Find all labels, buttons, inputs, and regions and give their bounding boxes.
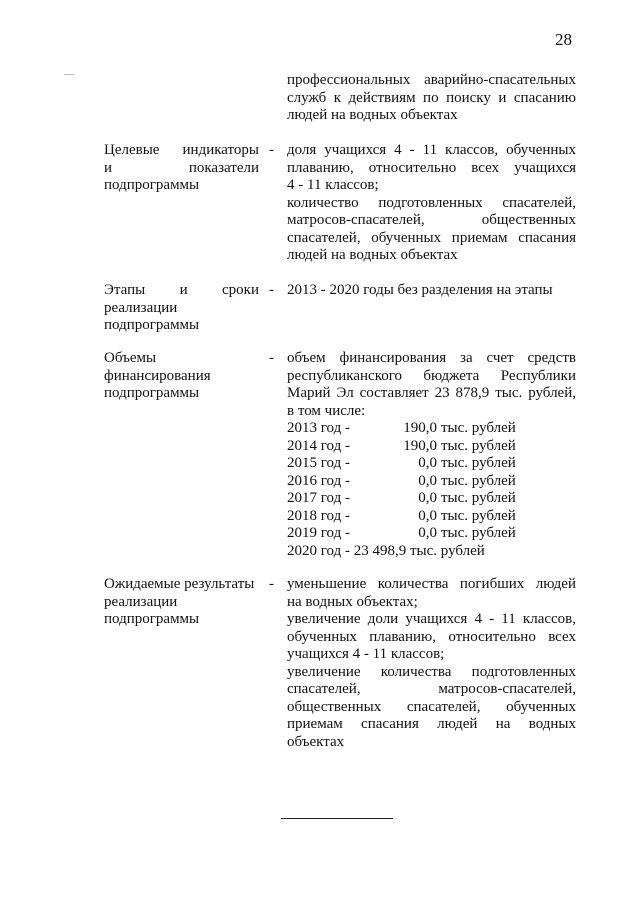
margin-mark — [64, 74, 74, 75]
label-line: финансирования — [104, 367, 211, 384]
label-line: подпрограммы — [104, 385, 200, 401]
section-value — [287, 576, 576, 751]
label-line: Целевые индикаторы — [104, 142, 259, 158]
year-unit: тыс. рублей — [441, 420, 516, 436]
year-amount: 0,0 — [418, 490, 437, 506]
year-label: 2017 год - — [287, 490, 350, 506]
section-dash: - — [269, 576, 274, 592]
year-label: 2019 год - — [287, 525, 350, 541]
label-line: подпрограммы — [104, 611, 200, 627]
text-line: спасателей, обученных приемам спасания — [287, 229, 576, 246]
label-line: подпрограммы — [104, 177, 200, 193]
text-line: на водных объектах; — [287, 593, 418, 610]
text-line: профессиональных аварийно-спасательных — [287, 72, 576, 88]
year-row — [287, 490, 576, 508]
label-line: Объемы — [104, 350, 157, 366]
label-line: Этапы и сроки — [104, 282, 259, 298]
section-value — [287, 142, 576, 265]
section-dash: - — [269, 142, 274, 158]
text-line: объектах — [287, 733, 345, 750]
year-row — [287, 473, 576, 491]
text-line: служб к действиям по поиску и спасанию — [287, 89, 576, 106]
section-label — [104, 576, 259, 629]
text-line: людей на водных объектах — [287, 107, 458, 123]
year-amount: 0,0 — [418, 455, 437, 471]
text-line: объем финансирования за счет средств — [287, 350, 576, 366]
year-row — [287, 525, 576, 543]
year-amount: 190,0 — [403, 420, 437, 436]
text-line: увеличение доли учащихся 4 - 11 классов, — [287, 611, 576, 627]
year-amount: 190,0 — [403, 437, 437, 454]
text-line: приемам спасания людей на водных — [287, 716, 576, 732]
text-line: общественных спасателей, обученных — [287, 698, 576, 715]
text-line: 2020 год - 23 498,9 тыс. рублей — [287, 542, 485, 559]
year-amount: 0,0 — [418, 507, 437, 524]
text-line: учащихся 4 - 11 классов; — [287, 646, 445, 662]
year-row — [287, 438, 576, 456]
text-line: людей на водных объектах — [287, 247, 458, 263]
text-line: количество подготовленных спасателей, — [287, 194, 576, 211]
year-label: 2013 год - — [287, 420, 350, 436]
text-line: матросов-спасателей, общественных — [287, 212, 576, 228]
year-unit: тыс. рублей — [441, 437, 516, 454]
section-value — [287, 350, 576, 560]
year-unit: тыс. рублей — [441, 472, 516, 489]
year-row — [287, 420, 576, 438]
label-line: и показатели — [104, 159, 259, 176]
text-line: 4 - 11 классов; — [287, 177, 379, 193]
section-label — [104, 282, 259, 335]
text-line: увеличение количества подготовленных — [287, 663, 576, 680]
year-amount: 0,0 — [418, 472, 437, 489]
year-unit: тыс. рублей — [441, 455, 516, 471]
year-row — [287, 455, 576, 473]
year-row — [287, 508, 576, 526]
text-line: спасателей, матросов-спасателей, — [287, 681, 576, 697]
text-line: в том числе: — [287, 402, 366, 419]
footer-rule — [281, 818, 393, 819]
text-line: уменьшение количества погибших людей — [287, 576, 576, 592]
year-unit: тыс. рублей — [441, 525, 516, 541]
year-label: 2014 год - — [287, 437, 350, 454]
year-label: 2016 год - — [287, 472, 350, 489]
text-line: плаванию, относительно всех учащихся — [287, 159, 576, 176]
label-line: реализации — [104, 299, 178, 316]
label-line: подпрограммы — [104, 317, 200, 333]
label-line: Ожидаемые результаты — [104, 576, 255, 592]
page-number: 28 — [555, 30, 572, 49]
year-unit: тыс. рублей — [441, 507, 516, 524]
text-line: обученных плаванию, относительно всех — [287, 628, 576, 645]
text-line: Марий Эл составляет 23 878,9 тыс. рублей, — [287, 385, 576, 401]
year-label: 2018 год - — [287, 507, 350, 524]
section-dash: - — [269, 350, 274, 366]
section-dash: - — [269, 282, 274, 298]
year-breakdown — [287, 420, 576, 543]
section-value — [287, 282, 576, 300]
text-line: доля учащихся 4 - 11 классов, обученных — [287, 142, 576, 158]
year-unit: тыс. рублей — [441, 490, 516, 506]
text-line: республиканского бюджета Республики — [287, 367, 576, 384]
continuation-text — [287, 72, 576, 125]
year-amount: 0,0 — [418, 525, 437, 541]
text-line: 2013 - 2020 годы без разделения на этапы — [287, 282, 553, 298]
label-line: реализации — [104, 593, 178, 610]
section-label — [104, 350, 259, 403]
section-label — [104, 142, 259, 195]
year-label: 2015 год - — [287, 455, 350, 471]
